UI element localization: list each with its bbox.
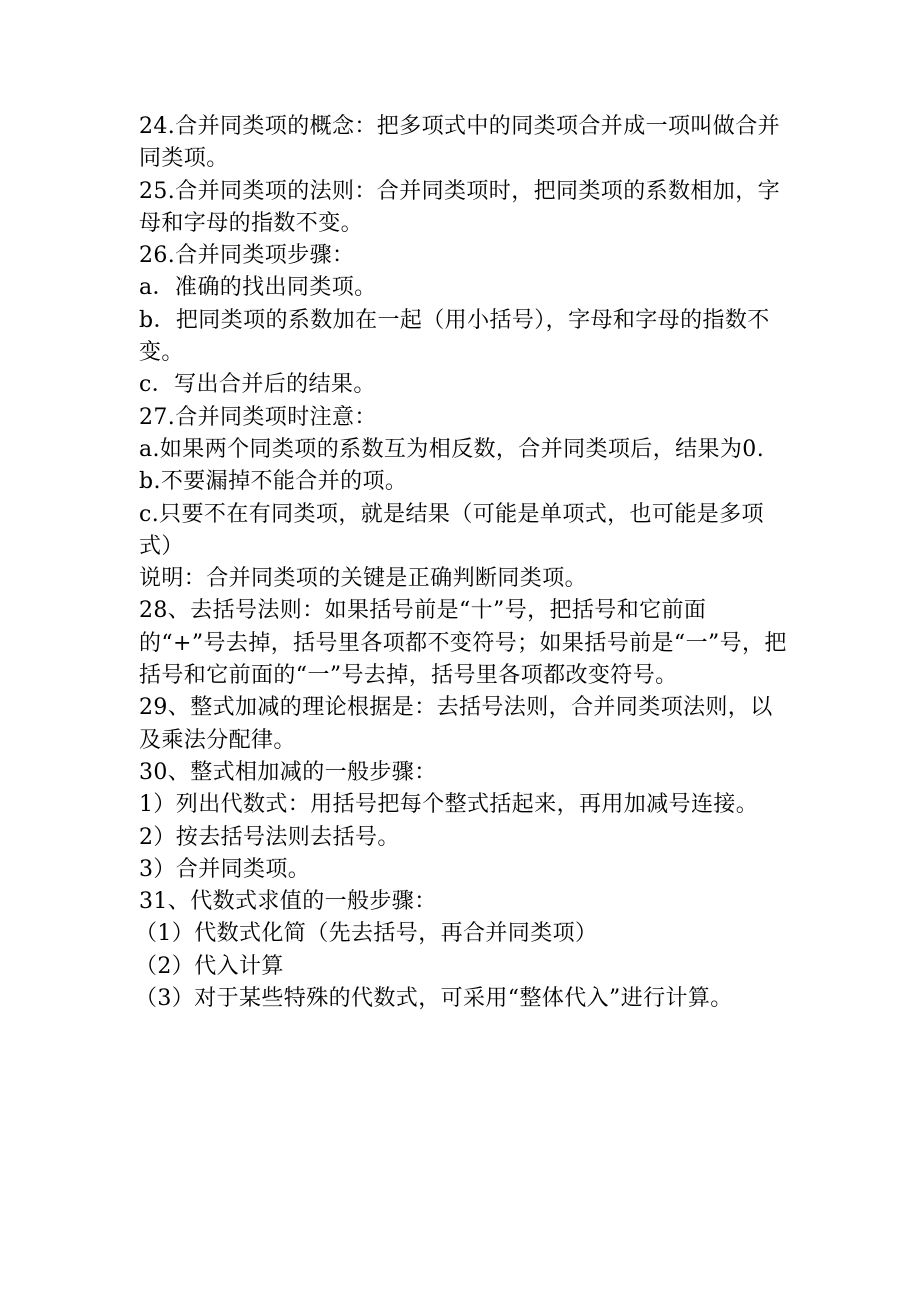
paragraph-30-step-1: 1）列出代数式：用括号把每个整式括起来，再用加减号连接。 [139,792,759,818]
paragraph-27-note-b: b.不要漏掉不能合并的项。 [139,469,408,495]
paragraph-25-rule: 25.合并同类项的法则：合并同类项时，把同类项的系数相加，字母和字母的指数不变。 [139,178,780,236]
paragraph-30-step-2: 2）按去括号法则去括号。 [139,824,400,850]
paragraph-27-notes-heading: 27.合并同类项时注意： [139,404,377,430]
paragraph-26-step-b: b．把同类项的系数加在一起（用小括号），字母和字母的指数不变。 [139,307,770,366]
paragraph-27-note-a: a.如果两个同类项的系数互为相反数，合并同类项后，结果为0. [139,436,765,462]
paragraph-30-step-3: 3）合并同类项。 [139,856,311,882]
paragraph-26-step-a: a．准确的找出同类项。 [139,275,377,301]
paragraph-29-theory: 29、整式加减的理论根据是：去括号法则，合并同类项法则，以及乘法分配律。 [139,695,773,753]
paragraph-31-step-1: （1）代数式化简（先去括号，再合并同类项） [135,921,598,947]
paragraph-explanation: 说明：合并同类项的关键是正确判断同类项。 [139,566,588,592]
paragraph-24-concept: 24.合并同类项的概念：把多项式中的同类项合并成一项叫做合并同类项。 [139,114,780,172]
document-body [135,111,789,1015]
paragraph-31-step-2: （2）代入计算 [135,953,284,979]
paragraph-31-step-3: （3）对于某些特殊的代数式，可采用“整体代入”进行计算。 [135,986,733,1012]
paragraph-31-steps-heading: 31、代数式求值的一般步骤： [139,889,437,915]
paragraph-26-steps-heading: 26.合并同类项步骤： [139,243,355,269]
paragraph-30-steps-heading: 30、整式相加减的一般步骤： [139,759,437,785]
paragraph-28-bracket-rule: 28、去括号法则：如果括号前是“十”号，把括号和它前面的“+”号去掉，括号里各项都不变符号；如果括号前是“一”号，把括号和它前面的“一”号去掉，括号里各项都改变符号。 [139,598,787,689]
paragraph-26-step-c: c．写出合并后的结果。 [139,372,376,398]
paragraph-27-note-c: c.只要不在有同类项，就是结果（可能是单项式，也可能是多项式） [139,501,764,559]
